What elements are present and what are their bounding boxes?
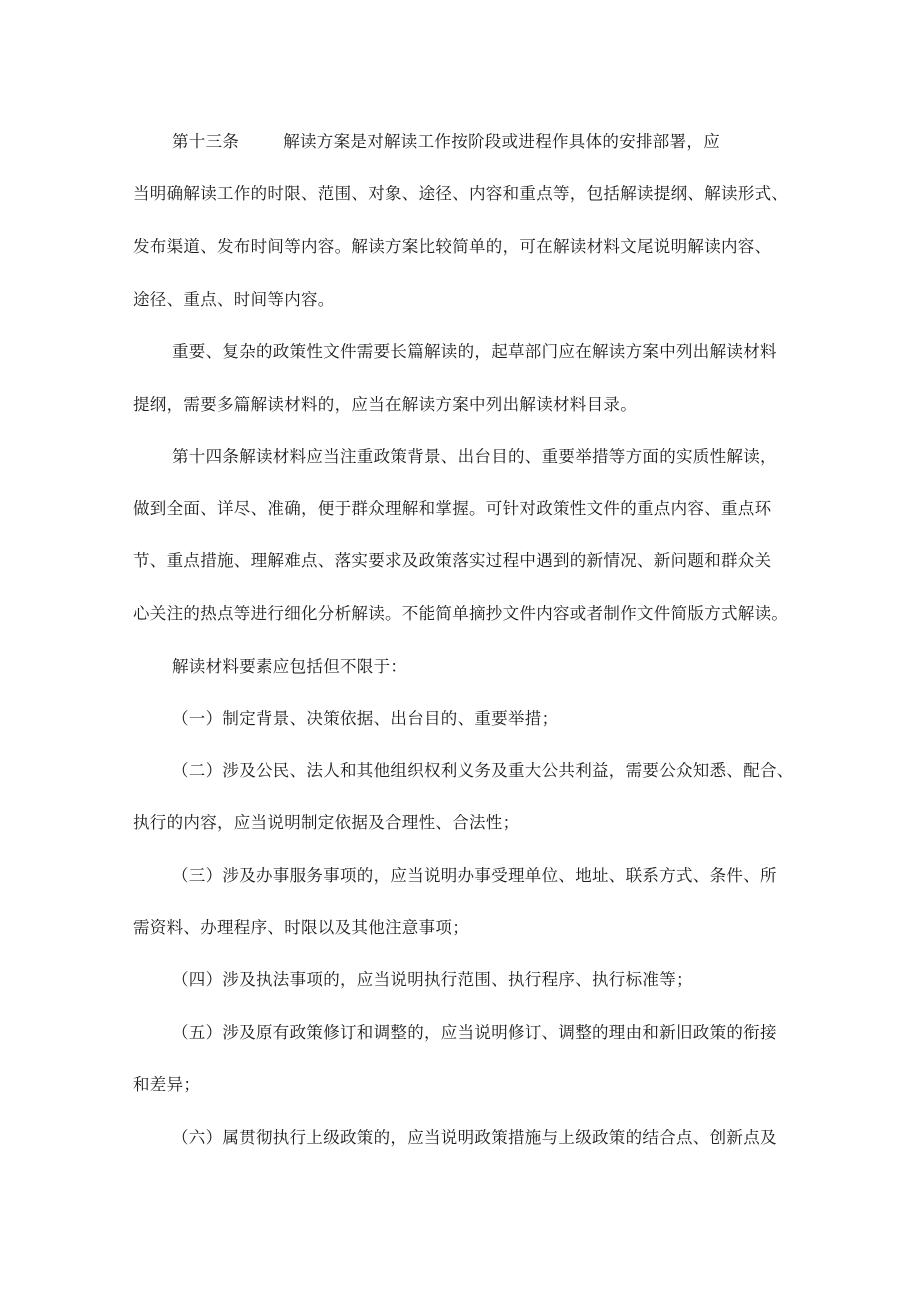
item-1: （一）制定背景、决策依据、出台目的、重要举措； bbox=[172, 709, 559, 728]
long-reading-line-2: 提纲，需要多篇解读材料的，应当在解读方案中列出解读材料目录。 bbox=[133, 395, 637, 414]
article-14-line-4: 心关注的热点等进行细化分析解读。不能简单摘抄文件内容或者制作文件简版方式解读。 bbox=[133, 604, 789, 623]
article-13-line-2: 当明确解读工作的时限、范围、对象、途径、内容和重点等，包括解读提纲、解读形式、 bbox=[133, 184, 789, 203]
article-13-heading: 第十三条 bbox=[172, 132, 240, 151]
item-3-line-1: （三）涉及办事服务事项的，应当说明办事受理单位、地址、联系方式、条件、所 bbox=[172, 866, 777, 885]
item-5-line-2: 和差异； bbox=[133, 1075, 201, 1094]
item-5-line-1: （五）涉及原有政策修订和调整的，应当说明修订、调整的理由和新旧政策的衔接 bbox=[172, 1023, 777, 1042]
article-13-line-4: 途径、重点、时间等内容。 bbox=[133, 290, 335, 309]
item-2-line-1: （二）涉及公民、法人和其他组织权利义务及重大公共利益，需要公众知悉、配合、 bbox=[172, 761, 794, 780]
item-4: （四）涉及执法事项的，应当说明执行范围、执行程序、执行标准等； bbox=[172, 970, 693, 989]
elements-intro: 解读材料要素应包括但不限于： bbox=[172, 657, 408, 676]
item-3-line-2: 需资料、办理程序、时限以及其他注意事项； bbox=[133, 918, 469, 937]
article-14-line-2: 做到全面、详尽、准确，便于群众理解和掌握。可针对政策性文件的重点内容、重点环 bbox=[133, 499, 772, 518]
article-14-line-3: 节、重点措施、理解难点、落实要求及政策落实过程中遇到的新情况、新问题和群众关 bbox=[133, 551, 772, 570]
long-reading-line-1: 重要、复杂的政策性文件需要长篇解读的，起草部门应在解读方案中列出解读材料 bbox=[172, 342, 777, 361]
article-13-text: 解读方案是对解读工作按阶段或进程作具体的安排部署，应 bbox=[283, 132, 721, 151]
item-2-line-2: 执行的内容，应当说明制定依据及合理性、合法性； bbox=[133, 813, 520, 832]
item-6-line-1: （六）属贯彻执行上级政策的，应当说明政策措施与上级政策的结合点、创新点及 bbox=[172, 1128, 777, 1147]
article-14-line-1: 第十四条解读材料应当注重政策背景、出台目的、重要举措等方面的实质性解读， bbox=[172, 447, 777, 466]
article-13-first-line bbox=[172, 132, 720, 152]
article-13-line-3: 发布渠道、发布时间等内容。解读方案比较简单的，可在解读材料文尾说明解读内容、 bbox=[133, 237, 772, 256]
